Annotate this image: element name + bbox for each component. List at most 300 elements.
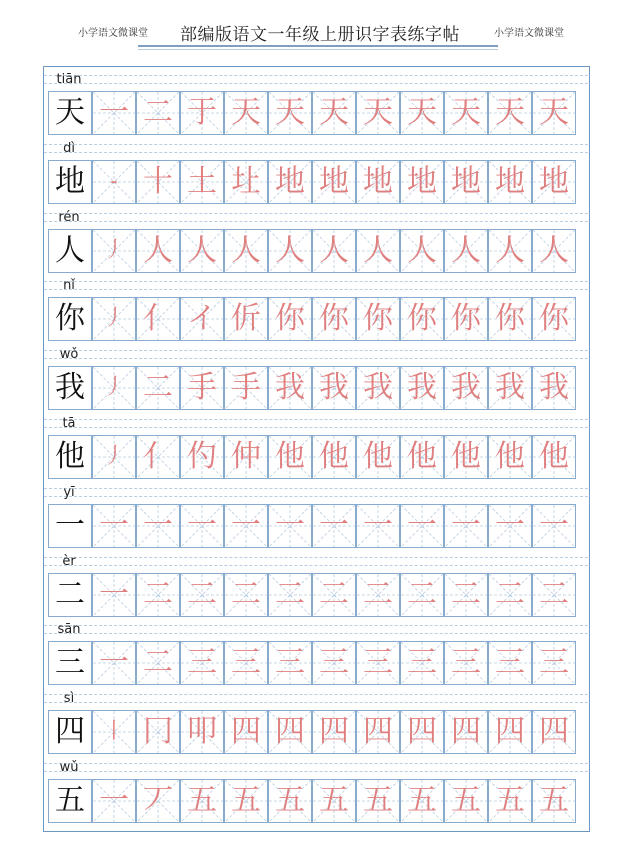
practice-cell[interactable] xyxy=(356,435,400,479)
stroke-order-step: 一 xyxy=(451,507,481,543)
practice-cell[interactable] xyxy=(92,229,136,273)
stroke-order-step: 冂 xyxy=(143,714,173,750)
practice-cell[interactable] xyxy=(488,229,532,273)
cell-row xyxy=(44,91,588,137)
pinyin-label: wǒ xyxy=(59,347,79,363)
stroke-order-step: 地 xyxy=(363,163,393,199)
stroke-order-step: 二 xyxy=(539,576,569,612)
practice-cell[interactable] xyxy=(444,710,488,754)
pinyin-guide-line xyxy=(44,771,588,772)
pinyin-guide-line xyxy=(44,289,588,290)
stroke-order-step: 手 xyxy=(187,370,217,406)
practice-cell[interactable] xyxy=(400,779,444,823)
stroke-order-step: 十 xyxy=(143,163,173,199)
stroke-order-step: 地 xyxy=(495,163,525,199)
stroke-order-step: 天 xyxy=(451,95,481,130)
model-character-cell xyxy=(48,435,92,479)
stroke-order-step: 天 xyxy=(275,95,305,130)
practice-cell[interactable] xyxy=(444,91,488,135)
practice-cell[interactable] xyxy=(488,779,532,823)
cell-row xyxy=(44,641,588,687)
pinyin-guide-line xyxy=(44,557,588,558)
stroke-order-step: 三 xyxy=(187,645,217,681)
pinyin-band xyxy=(44,69,588,91)
practice-cell[interactable] xyxy=(224,641,268,685)
stroke-order-step: 人 xyxy=(363,232,393,268)
stroke-order-step: 二 xyxy=(143,645,173,681)
pinyin-band xyxy=(44,413,588,435)
pinyin-guide-line xyxy=(44,358,588,359)
practice-cell[interactable] xyxy=(92,504,136,548)
pinyin-band xyxy=(44,688,588,710)
practice-cell[interactable] xyxy=(136,297,180,341)
practice-cell[interactable] xyxy=(532,91,576,135)
stroke-order-step: 一 xyxy=(143,507,173,543)
practice-cell[interactable] xyxy=(92,160,136,204)
cell-row xyxy=(44,229,588,275)
practice-cell[interactable] xyxy=(268,779,312,823)
practice-cell[interactable] xyxy=(268,641,312,685)
stroke-order-step: 一 xyxy=(363,507,393,543)
stroke-order-step: 你 xyxy=(539,301,569,337)
practice-cell[interactable] xyxy=(268,297,312,341)
stroke-order-step: 我 xyxy=(539,370,569,406)
stroke-order-step: 你 xyxy=(319,301,349,337)
header-right-label: 小学语文微课堂 xyxy=(494,28,564,39)
stroke-order-step: 二 xyxy=(275,576,305,612)
practice-row xyxy=(44,688,588,757)
pinyin-guide-line xyxy=(44,702,588,703)
stroke-order-step: 四 xyxy=(319,714,349,750)
stroke-order-step: 你 xyxy=(275,301,305,337)
stroke-order-step: 三 xyxy=(539,645,569,681)
practice-cell[interactable] xyxy=(532,573,576,617)
pinyin-band xyxy=(44,344,588,366)
stroke-order-step: 我 xyxy=(495,370,525,406)
model-character-cell xyxy=(48,366,92,410)
stroke-order-step: 天 xyxy=(231,95,261,130)
stroke-order-step: 四 xyxy=(231,714,261,750)
pinyin-label: tiān xyxy=(56,72,82,87)
model-character: 三 xyxy=(55,645,85,681)
practice-cell[interactable] xyxy=(180,435,224,479)
practice-cell[interactable] xyxy=(224,366,268,410)
model-character-cell xyxy=(48,229,92,273)
practice-cell[interactable] xyxy=(532,504,576,548)
model-character-cell xyxy=(48,641,92,685)
practice-cell[interactable] xyxy=(312,641,356,685)
pinyin-label: dì xyxy=(63,140,75,156)
practice-cell[interactable] xyxy=(136,504,180,548)
practice-cell[interactable] xyxy=(444,573,488,617)
stroke-order-step: 他 xyxy=(495,439,525,474)
practice-cell[interactable] xyxy=(92,710,136,754)
stroke-order-step: 四 xyxy=(539,714,569,750)
practice-cell[interactable] xyxy=(268,435,312,479)
pinyin-label: sān xyxy=(57,622,81,638)
stroke-order-step: イ xyxy=(187,301,217,337)
practice-row xyxy=(44,344,588,413)
practice-cell[interactable] xyxy=(180,710,224,754)
practice-cell[interactable] xyxy=(488,573,532,617)
practice-cell[interactable] xyxy=(400,573,444,617)
stroke-order-step: 三 xyxy=(363,645,393,681)
practice-cell[interactable] xyxy=(400,366,444,410)
practice-cell[interactable] xyxy=(136,366,180,410)
stroke-order-step: 二 xyxy=(143,95,173,130)
pinyin-guide-line xyxy=(44,419,588,420)
stroke-order-step: 于 xyxy=(187,95,217,130)
stroke-order-step: 五 xyxy=(363,783,393,818)
practice-cell[interactable] xyxy=(268,710,312,754)
page-header xyxy=(0,0,640,60)
stroke-order-step: 圵 xyxy=(231,163,261,199)
practice-row xyxy=(44,69,588,138)
pinyin-guide-line xyxy=(44,350,588,351)
pinyin-guide-line xyxy=(44,75,588,76)
stroke-order-step: 地 xyxy=(275,163,305,199)
practice-cell[interactable] xyxy=(92,641,136,685)
practice-cell[interactable] xyxy=(136,229,180,273)
practice-cell[interactable] xyxy=(356,91,400,135)
practice-cell[interactable] xyxy=(532,366,576,410)
stroke-order-step: 二 xyxy=(187,576,217,612)
practice-cell[interactable] xyxy=(356,641,400,685)
stroke-order-step: 地 xyxy=(319,163,349,199)
stroke-order-step: 二 xyxy=(451,576,481,612)
pinyin-band xyxy=(44,138,588,160)
pinyin-guide-line xyxy=(44,694,588,695)
stroke-order-step: - xyxy=(110,168,118,194)
stroke-order-step: 三 xyxy=(231,645,261,681)
practice-cell[interactable] xyxy=(444,504,488,548)
practice-cell[interactable] xyxy=(312,366,356,410)
practice-cell[interactable] xyxy=(268,160,312,204)
stroke-order-step: 我 xyxy=(319,370,349,406)
stroke-order-step: 二 xyxy=(231,576,261,612)
practice-cell[interactable] xyxy=(488,160,532,204)
practice-cell[interactable] xyxy=(268,504,312,548)
stroke-order-step: 一 xyxy=(99,576,129,612)
practice-cell[interactable] xyxy=(400,641,444,685)
stroke-order-step: 五 xyxy=(319,783,349,818)
pinyin-band xyxy=(44,275,588,297)
practice-cell[interactable] xyxy=(224,710,268,754)
practice-cell[interactable] xyxy=(488,366,532,410)
practice-cell[interactable] xyxy=(488,710,532,754)
pinyin-guide-line xyxy=(44,633,588,634)
practice-cell[interactable] xyxy=(400,504,444,548)
stroke-order-step: 人 xyxy=(187,232,217,268)
stroke-order-step: 他 xyxy=(407,439,437,474)
practice-cell[interactable] xyxy=(356,297,400,341)
practice-cell[interactable] xyxy=(136,779,180,823)
practice-cell[interactable] xyxy=(312,91,356,135)
title-underline xyxy=(138,45,498,47)
stroke-order-step: 一 xyxy=(407,507,437,543)
practice-cell[interactable] xyxy=(400,91,444,135)
model-character: 我 xyxy=(55,370,85,406)
practice-cell[interactable] xyxy=(400,710,444,754)
practice-cell[interactable] xyxy=(180,229,224,273)
model-character: 人 xyxy=(55,232,85,268)
practice-cell[interactable] xyxy=(444,297,488,341)
practice-row xyxy=(44,275,588,344)
cell-row xyxy=(44,297,588,343)
page-title: 部编版语文一年级上册识字表练字帖 xyxy=(180,25,460,45)
practice-cell[interactable] xyxy=(400,297,444,341)
practice-row xyxy=(44,482,588,551)
practice-cell[interactable] xyxy=(356,160,400,204)
stroke-order-step: 人 xyxy=(539,232,569,268)
pinyin-label: wǔ xyxy=(59,760,79,775)
stroke-order-step: 四 xyxy=(451,714,481,750)
stroke-order-step: 天 xyxy=(363,95,393,130)
practice-cell[interactable] xyxy=(312,573,356,617)
practice-cell[interactable] xyxy=(268,366,312,410)
practice-cell[interactable] xyxy=(180,779,224,823)
practice-cell[interactable] xyxy=(356,229,400,273)
practice-cell[interactable] xyxy=(268,573,312,617)
stroke-order-step: 人 xyxy=(231,232,261,268)
pinyin-band xyxy=(44,482,588,504)
pinyin-guide-line xyxy=(44,565,588,566)
cell-row xyxy=(44,710,588,756)
header-left-label: 小学语文微课堂 xyxy=(78,28,148,39)
practice-cell[interactable] xyxy=(488,435,532,479)
practice-cell[interactable] xyxy=(180,366,224,410)
practice-cell[interactable] xyxy=(356,710,400,754)
pinyin-guide-line xyxy=(44,763,588,764)
stroke-order-step: 仲 xyxy=(231,439,261,474)
practice-cell[interactable] xyxy=(136,91,180,135)
practice-cell[interactable] xyxy=(180,160,224,204)
stroke-order-step: 土 xyxy=(187,163,217,199)
practice-cell[interactable] xyxy=(356,573,400,617)
stroke-order-step: 人 xyxy=(319,232,349,268)
stroke-order-step: 三 xyxy=(275,645,305,681)
pinyin-band xyxy=(44,207,588,229)
stroke-order-step: 他 xyxy=(275,439,305,474)
stroke-order-step: 一 xyxy=(231,507,261,543)
stroke-order-step: 他 xyxy=(451,439,481,474)
stroke-order-step: 一 xyxy=(539,507,569,543)
model-character: 二 xyxy=(55,576,85,612)
stroke-order-step: 你 xyxy=(495,301,525,337)
pinyin-guide-line xyxy=(44,496,588,497)
practice-cell[interactable] xyxy=(92,573,136,617)
stroke-order-step: 四 xyxy=(495,714,525,750)
pinyin-label: tā xyxy=(62,416,76,431)
practice-cell[interactable] xyxy=(356,366,400,410)
stroke-order-step: 二 xyxy=(143,576,173,612)
practice-row xyxy=(44,551,588,620)
model-character-cell xyxy=(48,91,92,135)
practice-cell[interactable] xyxy=(92,91,136,135)
practice-cell[interactable] xyxy=(444,229,488,273)
practice-cell[interactable] xyxy=(532,641,576,685)
stroke-order-step: 三 xyxy=(407,645,437,681)
practice-cell[interactable] xyxy=(180,641,224,685)
stroke-order-step: 四 xyxy=(407,714,437,750)
practice-cell[interactable] xyxy=(532,435,576,479)
practice-cell[interactable] xyxy=(268,229,312,273)
practice-cell[interactable] xyxy=(180,573,224,617)
practice-cell[interactable] xyxy=(488,504,532,548)
practice-cell[interactable] xyxy=(312,779,356,823)
practice-cell[interactable] xyxy=(312,229,356,273)
practice-cell[interactable] xyxy=(444,366,488,410)
practice-cell[interactable] xyxy=(444,641,488,685)
stroke-order-step: 天 xyxy=(319,95,349,130)
model-character-cell xyxy=(48,297,92,341)
pinyin-label: rén xyxy=(58,209,80,225)
practice-cell[interactable] xyxy=(136,710,180,754)
practice-cell[interactable] xyxy=(224,504,268,548)
practice-cell[interactable] xyxy=(136,641,180,685)
practice-cell[interactable] xyxy=(224,297,268,341)
practice-cell[interactable] xyxy=(224,91,268,135)
stroke-order-step: 他 xyxy=(319,439,349,474)
title-underline-thin xyxy=(138,49,498,50)
pinyin-guide-line xyxy=(44,488,588,489)
practice-cell[interactable] xyxy=(180,297,224,341)
practice-cell[interactable] xyxy=(400,160,444,204)
practice-cell[interactable] xyxy=(268,91,312,135)
model-character: 一 xyxy=(55,507,85,543)
stroke-order-step: 一 xyxy=(99,507,129,543)
practice-cell[interactable] xyxy=(180,504,224,548)
stroke-order-step: 地 xyxy=(539,163,569,199)
stroke-order-step: 四 xyxy=(275,714,305,750)
practice-cell[interactable] xyxy=(224,435,268,479)
stroke-order-step: 你 xyxy=(451,301,481,337)
pinyin-guide-line xyxy=(44,83,588,84)
stroke-order-step: 一 xyxy=(187,507,217,543)
stroke-order-step: 我 xyxy=(275,370,305,406)
stroke-order-step: 叩 xyxy=(187,714,217,750)
stroke-order-step: 二 xyxy=(407,576,437,612)
practice-cell[interactable] xyxy=(136,573,180,617)
practice-cell[interactable] xyxy=(312,435,356,479)
pinyin-band xyxy=(44,757,588,779)
stroke-order-step: 天 xyxy=(407,95,437,130)
practice-cell[interactable] xyxy=(488,641,532,685)
stroke-order-step: 三 xyxy=(451,645,481,681)
pinyin-guide-line xyxy=(44,144,588,145)
stroke-order-step: 仢 xyxy=(187,439,217,474)
practice-cell[interactable] xyxy=(532,710,576,754)
stroke-order-step: 人 xyxy=(495,232,525,268)
practice-cell[interactable] xyxy=(312,504,356,548)
stroke-order-step: 人 xyxy=(275,232,305,268)
model-character-cell xyxy=(48,779,92,823)
practice-cell[interactable] xyxy=(312,160,356,204)
pinyin-guide-line xyxy=(44,152,588,153)
stroke-order-step: 三 xyxy=(319,645,349,681)
stroke-order-step: 丆 xyxy=(143,783,173,818)
stroke-order-step: 五 xyxy=(275,783,305,818)
practice-cell[interactable] xyxy=(92,779,136,823)
stroke-order-step: 五 xyxy=(539,783,569,818)
stroke-order-step: 丿 xyxy=(102,444,125,469)
practice-cell[interactable] xyxy=(356,779,400,823)
practice-cell[interactable] xyxy=(224,160,268,204)
pinyin-label: sì xyxy=(63,691,75,707)
practice-cell[interactable] xyxy=(356,504,400,548)
cell-row xyxy=(44,504,588,550)
stroke-order-step: 我 xyxy=(363,370,393,406)
model-character: 你 xyxy=(55,301,85,337)
stroke-order-step: 天 xyxy=(495,95,525,130)
cell-row xyxy=(44,366,588,412)
stroke-order-step: 五 xyxy=(407,783,437,818)
stroke-order-step: 一 xyxy=(319,507,349,543)
practice-cell[interactable] xyxy=(136,160,180,204)
stroke-order-step: 你 xyxy=(407,301,437,337)
practice-cell[interactable] xyxy=(224,779,268,823)
practice-cell[interactable] xyxy=(224,229,268,273)
practice-cell[interactable] xyxy=(92,435,136,479)
stroke-order-step: 一 xyxy=(275,507,305,543)
practice-cell[interactable] xyxy=(312,297,356,341)
stroke-order-step: 你 xyxy=(363,301,393,337)
pinyin-guide-line xyxy=(44,213,588,214)
stroke-order-step: 手 xyxy=(231,370,261,406)
practice-cell[interactable] xyxy=(532,779,576,823)
stroke-order-step: 丿 xyxy=(102,375,125,401)
stroke-order-step: 五 xyxy=(495,783,525,818)
stroke-order-step: 丿 xyxy=(102,237,125,263)
practice-cell[interactable] xyxy=(532,229,576,273)
practice-cell[interactable] xyxy=(92,297,136,341)
practice-cell[interactable] xyxy=(400,229,444,273)
practice-cell[interactable] xyxy=(400,435,444,479)
practice-cell[interactable] xyxy=(488,91,532,135)
practice-cell[interactable] xyxy=(444,435,488,479)
model-character: 他 xyxy=(55,439,85,474)
stroke-order-step: 人 xyxy=(143,232,173,268)
stroke-order-step: 二 xyxy=(143,370,173,406)
pinyin-label: èr xyxy=(62,553,76,569)
stroke-order-step: 地 xyxy=(407,163,437,199)
practice-cell[interactable] xyxy=(444,160,488,204)
pinyin-guide-line xyxy=(44,427,588,428)
stroke-order-step: 天 xyxy=(539,95,569,130)
practice-cell[interactable] xyxy=(136,435,180,479)
stroke-order-step: 二 xyxy=(319,576,349,612)
cell-row xyxy=(44,573,588,619)
pinyin-guide-line xyxy=(44,625,588,626)
stroke-order-step: 三 xyxy=(495,645,525,681)
practice-cell[interactable] xyxy=(444,779,488,823)
practice-cell[interactable] xyxy=(312,710,356,754)
model-character: 地 xyxy=(55,163,85,199)
practice-cell[interactable] xyxy=(92,366,136,410)
stroke-order-step: 丿 xyxy=(102,306,125,332)
practice-sheet xyxy=(43,66,590,832)
stroke-order-step: 一 xyxy=(99,95,129,130)
practice-cell[interactable] xyxy=(532,160,576,204)
cell-row xyxy=(44,435,588,481)
model-character-cell xyxy=(48,573,92,617)
stroke-order-step: 地 xyxy=(451,163,481,199)
practice-cell[interactable] xyxy=(488,297,532,341)
practice-cell[interactable] xyxy=(532,297,576,341)
practice-cell[interactable] xyxy=(180,91,224,135)
practice-cell[interactable] xyxy=(224,573,268,617)
stroke-order-step: 亻 xyxy=(143,439,173,474)
